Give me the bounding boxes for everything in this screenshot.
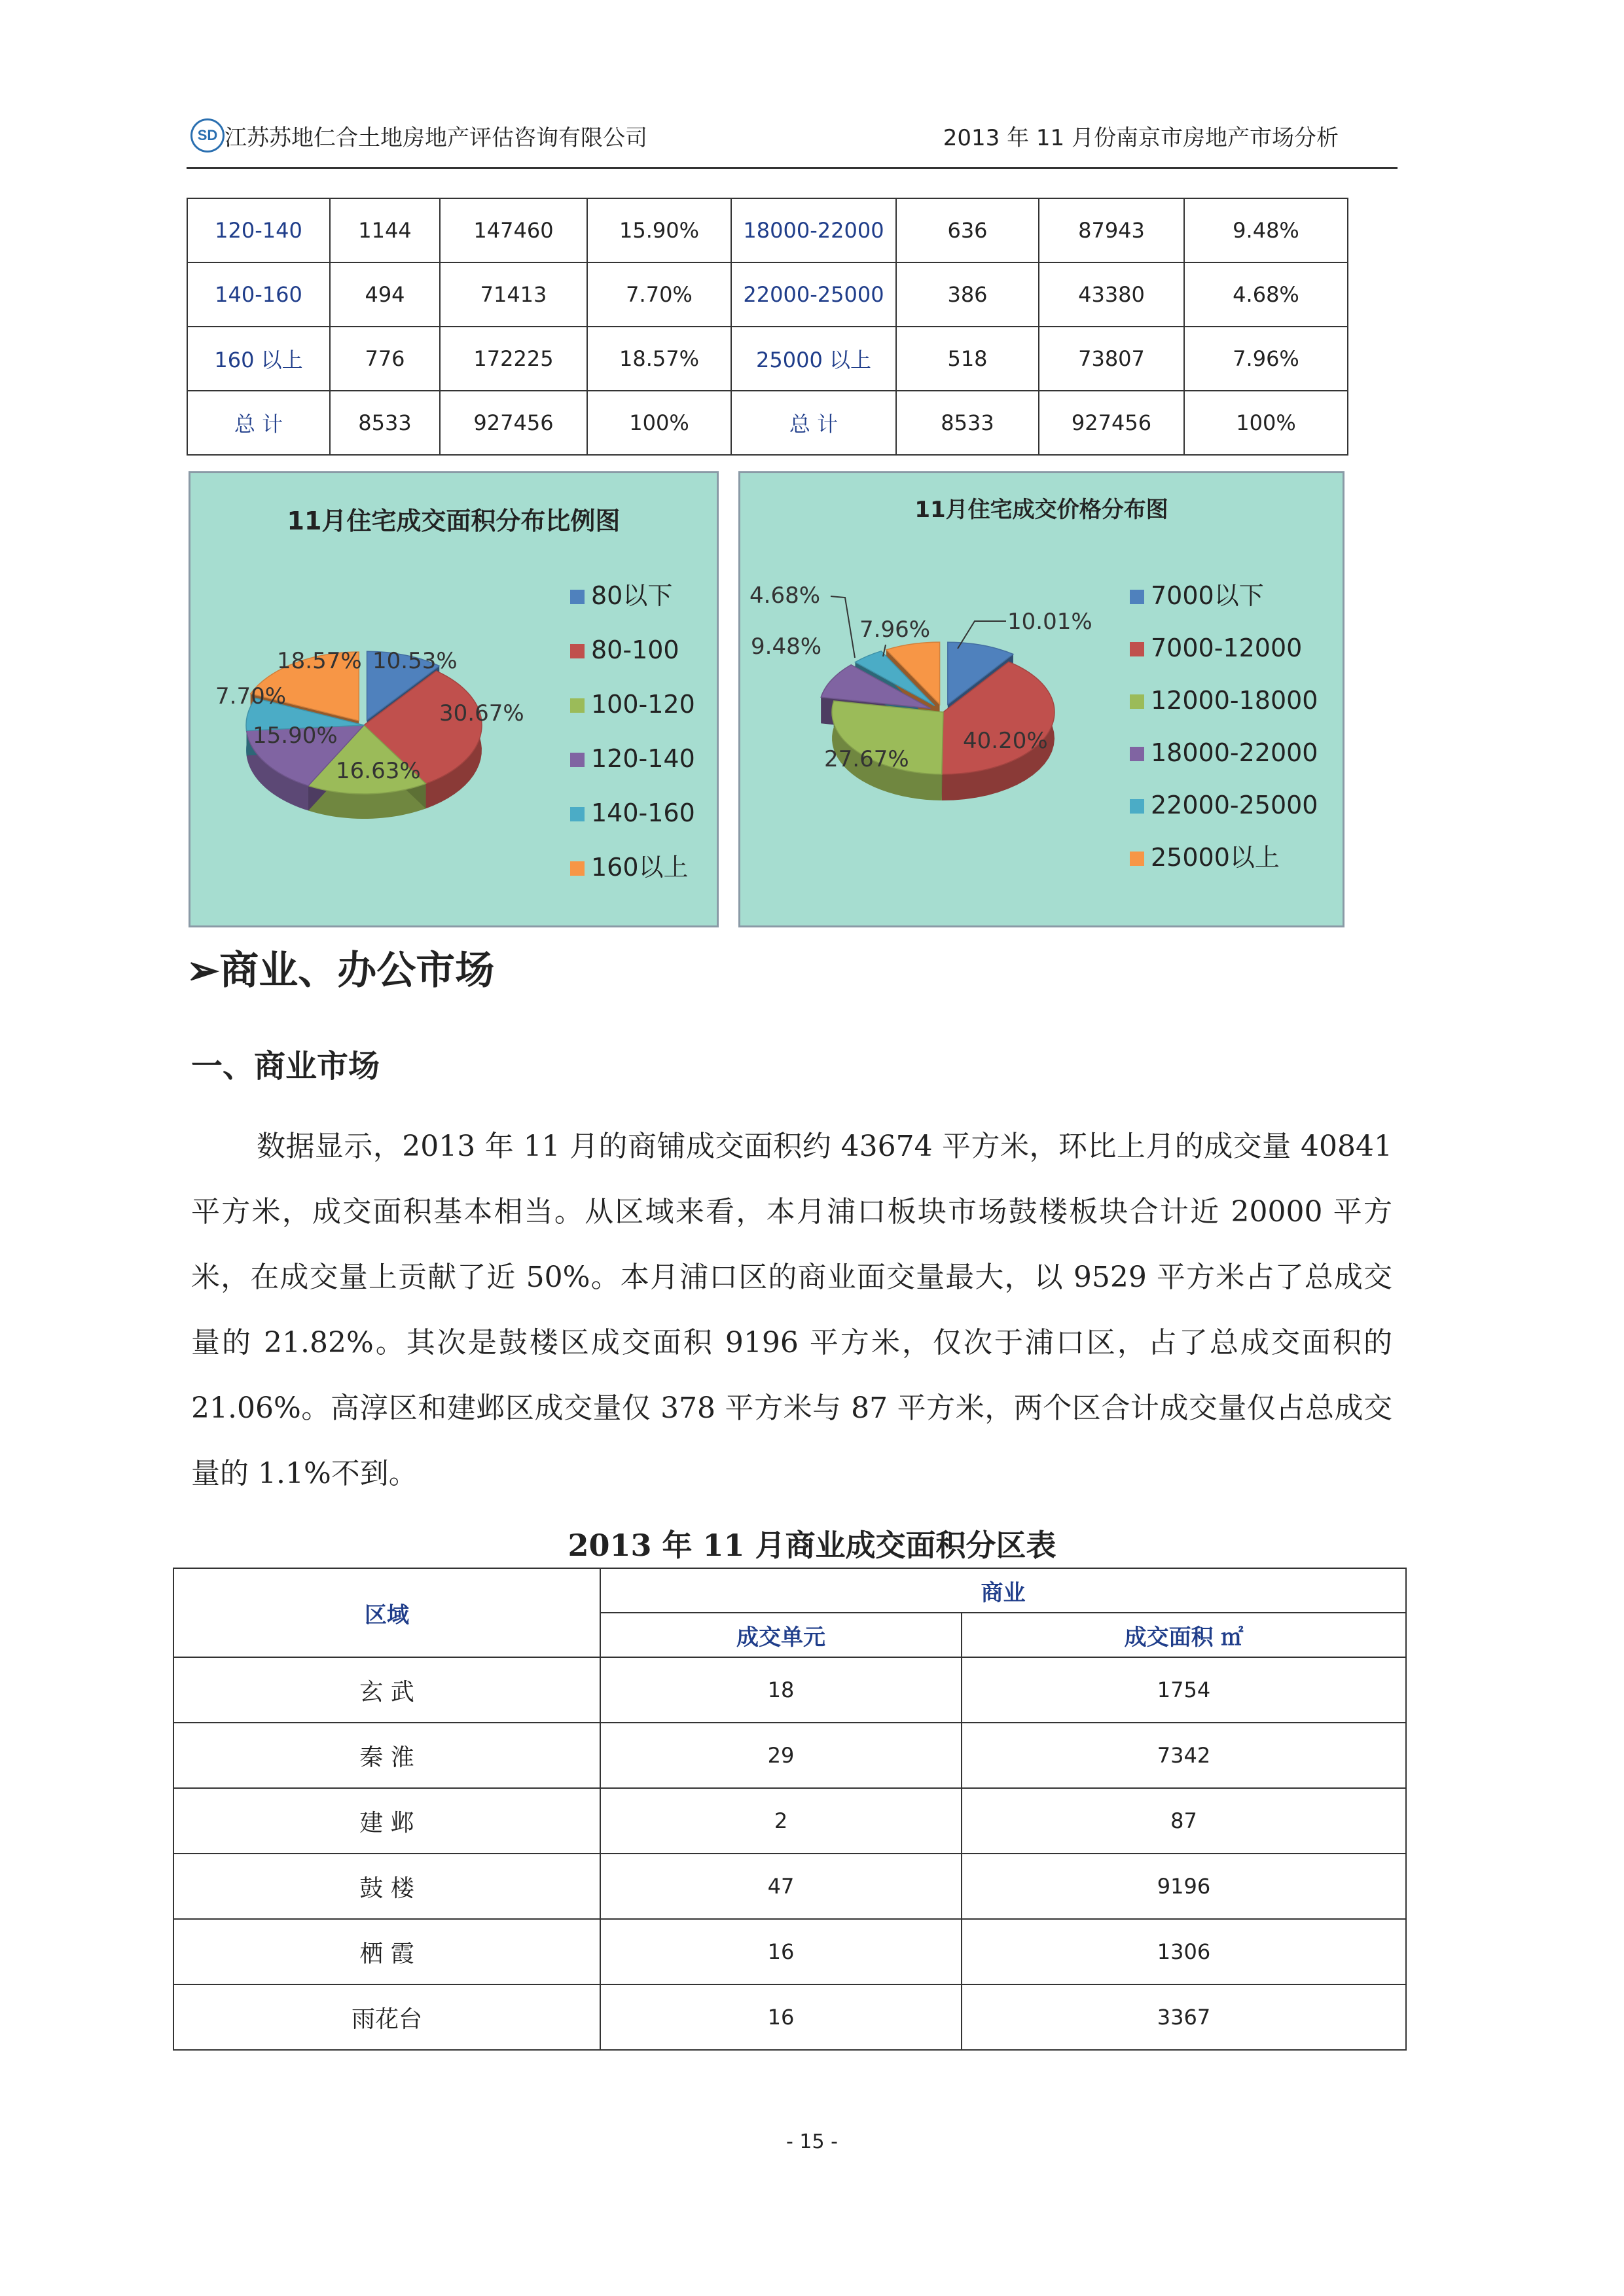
pct-cell: 100% [587,391,731,455]
table-row [173,1723,1406,1788]
units-cell: 29 [600,1723,962,1788]
units-cell: 2 [600,1788,962,1854]
data-label: 7.96% [859,617,931,643]
legend-label: 100-120 [591,690,695,719]
area-cell: 1306 [962,1919,1406,1984]
legend-swatch [570,861,585,876]
data-label: 16.63% [336,758,421,784]
arrow-bullet-icon: ➢ [187,948,220,994]
legend-label: 160以上 [591,853,689,882]
table-row [187,262,1348,327]
data-label: 9.48% [751,634,822,660]
size-cell: 87943 [1039,198,1184,262]
price-distribution-pie-chart [738,471,1344,927]
legend-label: 80以下 [591,581,673,610]
units-cell: 386 [896,262,1039,327]
legend-label: 25000以上 [1151,843,1280,872]
pct-cell: 18.57% [587,327,731,391]
region-cell: 鼓 楼 [173,1854,600,1919]
chart-canvas [740,473,1346,929]
legend-swatch [570,753,585,767]
legend-label: 140-160 [591,798,695,827]
size-cell: 927456 [1039,391,1184,455]
legend-label: 18000-22000 [1151,738,1318,767]
legend-swatch [570,590,585,604]
pct-cell: 7.70% [587,262,731,327]
table-row [173,1854,1406,1919]
data-label: 30.67% [439,700,524,726]
size-cell: 172225 [440,327,587,391]
area-cell: 7342 [962,1723,1406,1788]
subsection-heading: 一、商业市场 [191,1048,380,1085]
data-label: 4.68% [749,583,821,609]
data-label: 15.90% [253,723,338,749]
table-caption: 2013 年 11 月商业成交面积分区表 [568,1528,1056,1563]
price-range-cell: 25000 以上 [731,327,896,391]
table-row [187,198,1348,262]
legend-label: 12000-18000 [1151,686,1318,715]
legend-label: 80-100 [591,636,679,664]
data-label: 10.53% [372,648,458,674]
units-cell: 47 [600,1854,962,1919]
pct-cell: 100% [1184,391,1348,455]
legend-swatch [570,644,585,658]
table-row [187,327,1348,391]
page-header [187,115,1398,169]
total-label-cell: 总 计 [187,391,330,455]
area-cell: 3367 [962,1984,1406,2050]
area-distribution-pie-chart [189,471,719,927]
company-name: 江苏苏地仁合土地房地产评估咨询有限公司 [225,125,647,151]
legend-label: 120-140 [591,744,695,773]
legend-swatch [570,698,585,713]
report-title: 2013 年 11 月份南京市房地产市场分析 [943,125,1339,151]
pct-cell: 4.68% [1184,262,1348,327]
legend-label: 7000以下 [1151,581,1264,610]
units-cell: 18 [600,1657,962,1723]
col-header-commercial: 商业 [600,1568,1406,1613]
legend-label: 7000-12000 [1151,634,1303,662]
units-cell: 494 [330,262,440,327]
chart-title: 11月住宅成交价格分布图 [914,497,1168,523]
units-cell: 16 [600,1919,962,1984]
units-cell: 518 [896,327,1039,391]
region-cell: 栖 霞 [173,1919,600,1984]
legend-swatch [1130,747,1144,761]
region-cell: 秦 淮 [173,1723,600,1788]
units-cell: 1144 [330,198,440,262]
residential-distribution-table [187,198,1348,456]
size-cell: 43380 [1039,262,1184,327]
chart-canvas [190,473,721,929]
legend-swatch [1130,852,1144,866]
pct-cell: 9.48% [1184,198,1348,262]
units-cell: 776 [330,327,440,391]
size-cell: 73807 [1039,327,1184,391]
pct-cell: 15.90% [587,198,731,262]
total-label-cell: 总 计 [731,391,896,455]
legend-swatch [570,807,585,821]
col-header-region: 区域 [173,1568,600,1657]
leader-line [831,596,855,658]
data-label: 7.70% [215,683,287,709]
col-header-units: 成交单元 [600,1613,962,1657]
table-row [173,1788,1406,1854]
commercial-district-table [173,1568,1407,2051]
company-logo-icon: SD [190,118,225,152]
data-label: 18.57% [277,648,362,674]
area-cell: 87 [962,1788,1406,1854]
legend-swatch [1130,799,1144,814]
page-number: - 15 - [786,2130,838,2153]
col-header-area: 成交面积 ㎡ [962,1613,1406,1657]
table-row [173,1919,1406,1984]
area-cell: 1754 [962,1657,1406,1723]
data-label: 27.67% [824,746,909,772]
legend-swatch [1130,642,1144,656]
area-range-cell: 160 以上 [187,327,330,391]
pct-cell: 7.96% [1184,327,1348,391]
body-paragraph: 数据显示，2013 年 11 月的商铺成交面积约 43674 平方米，环比上月的成交量 40841 平方米，成交面积基本相当。从区域来看，本月浦口板块市场鼓楼板块合计近 20000 平方米，在成交量上贡献了近 50%。本月浦口区的商业面交量最大，以 9529 平方米占了总成交量的 21.82%。其次是鼓楼区成交面积 9196 平方米，仅次于浦口区，占了总成交面积的 21.06%。高淳区和建邺区成交量仅 378 平方米与 87 平方米，两个区合计成交量仅占总成交量的 1.1%不到。 [191,1130,1392,1490]
chart-title: 11月住宅成交面积分布比例图 [287,507,621,535]
units-cell: 636 [896,198,1039,262]
section-heading: ➢商业、办公市场 [187,948,495,994]
price-range-cell: 22000-25000 [731,262,896,327]
table-row [173,1657,1406,1723]
region-cell: 建 邺 [173,1788,600,1854]
table-row [173,1984,1406,2050]
size-cell: 147460 [440,198,587,262]
size-cell: 71413 [440,262,587,327]
region-cell: 雨花台 [173,1984,600,2050]
units-cell: 16 [600,1984,962,2050]
units-cell: 8533 [896,391,1039,455]
size-cell: 927456 [440,391,587,455]
units-cell: 8533 [330,391,440,455]
table-total-row [187,391,1348,455]
data-label: 40.20% [963,728,1048,754]
legend-swatch [1130,694,1144,709]
region-cell: 玄 武 [173,1657,600,1723]
area-range-cell: 140-160 [187,262,330,327]
area-cell: 9196 [962,1854,1406,1919]
legend-label: 22000-25000 [1151,791,1318,819]
area-range-cell: 120-140 [187,198,330,262]
legend-swatch [1130,590,1144,604]
data-label: 10.01% [1007,609,1092,635]
price-range-cell: 18000-22000 [731,198,896,262]
